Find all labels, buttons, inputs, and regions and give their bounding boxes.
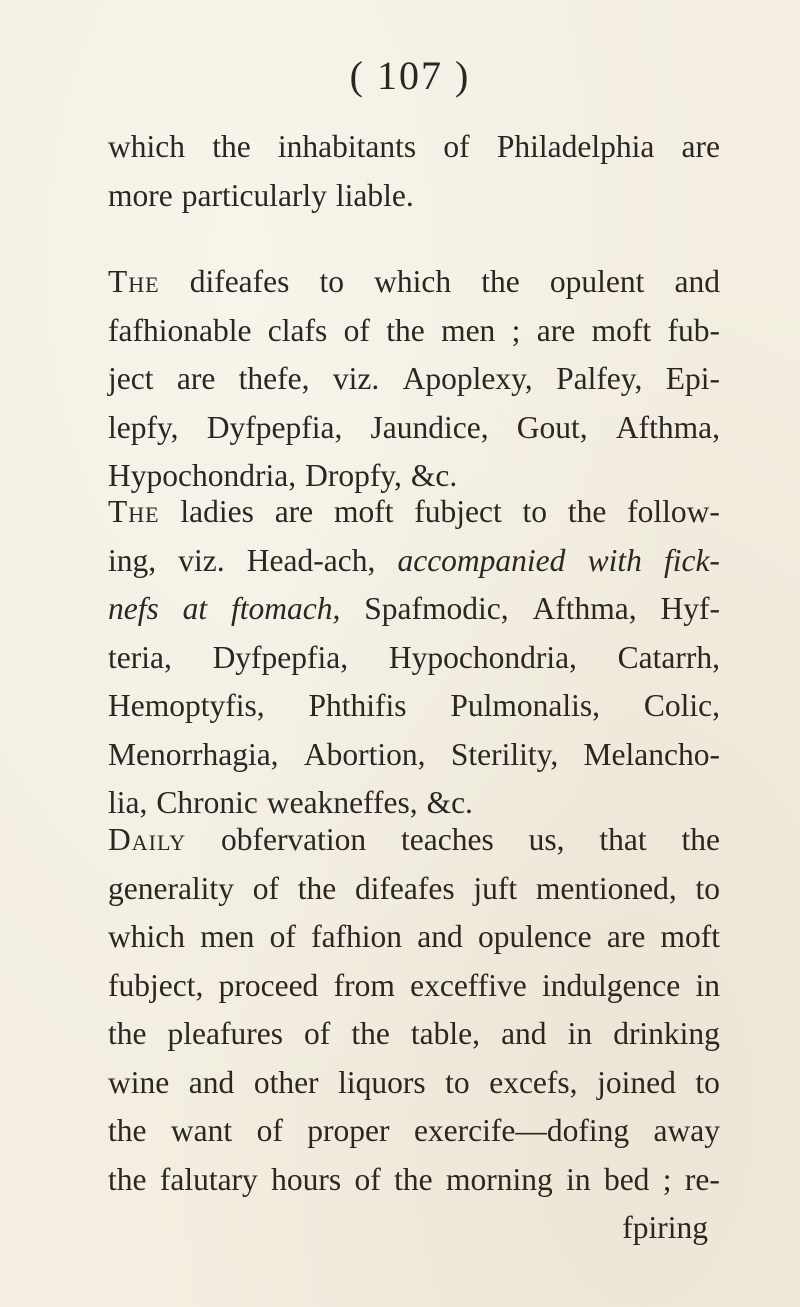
- text-line: [108, 355, 720, 404]
- text-line: [108, 258, 720, 307]
- word: and: [674, 264, 720, 299]
- word: clafs: [267, 312, 328, 348]
- word: inhabitants: [277, 129, 417, 164]
- italic-word: nefs: [108, 591, 159, 626]
- text-line: [108, 488, 720, 537]
- word: the: [481, 264, 520, 299]
- word: hours: [271, 1161, 342, 1197]
- paragraph-lead-word: Daily: [108, 822, 187, 857]
- word: other: [253, 1064, 319, 1100]
- text-line: [108, 913, 720, 962]
- word: lia,: [108, 785, 148, 820]
- word: us,: [528, 822, 565, 857]
- word: Spafmodic,: [364, 591, 509, 626]
- word: the: [681, 822, 720, 857]
- word: re-: [684, 1161, 720, 1197]
- word: fubject,: [108, 967, 204, 1003]
- word: indulgence: [541, 967, 681, 1003]
- word: which: [374, 264, 452, 299]
- word: the: [108, 1161, 147, 1197]
- word: Hypochondria,: [388, 639, 577, 675]
- word: the: [108, 1113, 147, 1148]
- word: Palfey,: [556, 361, 643, 396]
- text-line: [108, 1010, 720, 1059]
- word: excefs,: [489, 1064, 578, 1100]
- word: of: [354, 1161, 381, 1197]
- word: fub-: [667, 312, 720, 348]
- word: Dyfpepfia,: [206, 409, 343, 445]
- word: obfervation: [220, 822, 367, 857]
- word: generality: [108, 870, 234, 906]
- word: ;: [662, 1161, 672, 1197]
- italic-word: ftomach,: [231, 591, 341, 626]
- text-line: [108, 1107, 720, 1156]
- word: in: [566, 1161, 591, 1197]
- paragraph-lead-word: The: [108, 494, 160, 529]
- word: of: [443, 129, 470, 164]
- italic-word: with: [587, 542, 642, 578]
- word: bed: [603, 1161, 650, 1197]
- word: opulence: [477, 919, 592, 954]
- word: Hypochondria,: [108, 458, 297, 493]
- word: the: [394, 1161, 433, 1197]
- word: thefe,: [238, 361, 310, 396]
- page-number: ( 107 ): [349, 53, 471, 98]
- word: Philadelphia: [496, 129, 655, 164]
- text-line: [108, 1156, 720, 1205]
- word: Apoplexy,: [402, 361, 533, 396]
- word: Abortion,: [303, 736, 426, 772]
- word: to: [522, 494, 548, 529]
- word: juft: [473, 870, 518, 906]
- word: moft: [660, 919, 720, 954]
- word: of: [304, 1016, 331, 1051]
- word: the: [351, 1016, 390, 1051]
- word: particularly: [181, 177, 327, 213]
- word: table,: [410, 1016, 480, 1051]
- word: mentioned,: [535, 870, 677, 906]
- word: Afthma,: [615, 409, 720, 445]
- word: Pulmonalis,: [450, 688, 600, 723]
- paragraph-2: [108, 258, 720, 501]
- word: fafhion: [311, 919, 403, 954]
- word: exceffive: [410, 967, 527, 1003]
- text-line: [108, 172, 720, 221]
- word: of: [256, 1113, 283, 1148]
- word: the: [212, 129, 251, 164]
- word: are: [606, 919, 646, 954]
- word: teaches: [401, 822, 494, 857]
- word: Phthifis: [308, 688, 407, 723]
- italic-word: accompanied: [397, 542, 566, 578]
- word: which: [108, 129, 185, 164]
- text-line: [108, 731, 720, 780]
- word: away: [653, 1113, 720, 1148]
- word: viz.: [332, 361, 380, 396]
- word: Dyfpepfia,: [212, 639, 349, 675]
- text-line: [108, 585, 720, 634]
- word: Afthma,: [532, 591, 637, 626]
- paragraph-1: [108, 123, 720, 220]
- word: are: [176, 361, 216, 396]
- word: teria,: [108, 639, 172, 675]
- text-line: [108, 865, 720, 914]
- word: wine: [108, 1064, 170, 1100]
- word: liable.: [335, 177, 414, 213]
- word: drinking: [613, 1016, 720, 1051]
- word: and: [417, 919, 463, 954]
- word: moft: [591, 312, 652, 348]
- word: viz.: [178, 542, 225, 578]
- word: follow-: [627, 494, 720, 529]
- word: lepfy,: [108, 409, 179, 445]
- word: in: [567, 1016, 593, 1051]
- word: to: [445, 1064, 470, 1100]
- word: morning: [445, 1161, 553, 1197]
- word: proper: [307, 1113, 390, 1148]
- paragraph-4: [108, 816, 720, 1253]
- catchword-line: [108, 1204, 720, 1253]
- word: that: [599, 822, 647, 857]
- word: from: [333, 967, 395, 1003]
- text-line: [108, 123, 720, 172]
- word: Chronic: [156, 785, 258, 820]
- word: in: [695, 967, 720, 1003]
- word: Menorrhagia,: [108, 736, 279, 772]
- word: falutary: [159, 1161, 258, 1197]
- text-line: [108, 962, 720, 1011]
- text-line: [108, 682, 720, 731]
- word: and: [188, 1064, 235, 1100]
- word: opulent: [549, 264, 645, 299]
- word: of: [343, 312, 370, 348]
- word: men: [200, 919, 255, 954]
- word: pleafures: [167, 1016, 283, 1051]
- word: difeafes: [189, 264, 290, 299]
- word: and: [501, 1016, 547, 1051]
- word: Head-ach,: [246, 542, 376, 578]
- word: difeafes: [354, 870, 455, 906]
- text-line: [108, 307, 720, 356]
- word: the: [108, 1016, 147, 1051]
- word: ladies: [180, 494, 254, 529]
- catchword: fpiring: [622, 1210, 708, 1245]
- word: weakneffes,: [266, 785, 418, 820]
- word: Hyf-: [660, 591, 720, 626]
- word: joined: [597, 1064, 676, 1100]
- word: ject: [108, 361, 154, 396]
- word: fubject: [414, 494, 502, 529]
- paragraph-lead-word: The: [108, 264, 160, 299]
- word: which: [108, 919, 185, 954]
- word: more: [108, 177, 173, 213]
- word: moft: [333, 494, 394, 529]
- word: to: [695, 1064, 720, 1100]
- word: to: [319, 264, 345, 299]
- italic-word: fick-: [663, 542, 720, 578]
- word: Epi-: [665, 361, 720, 396]
- word: Hemoptyfis,: [108, 688, 265, 723]
- word: to: [695, 870, 720, 906]
- word: exercife—dofing: [413, 1113, 630, 1148]
- italic-word: at: [182, 591, 208, 626]
- word: the: [297, 870, 337, 906]
- word: &c.: [410, 458, 458, 493]
- word: of: [269, 919, 296, 954]
- word: the: [386, 312, 425, 348]
- word: of: [252, 870, 279, 906]
- word: the: [567, 494, 607, 529]
- paragraph-3: [108, 488, 720, 828]
- word: are: [274, 494, 314, 529]
- word: ing,: [108, 542, 157, 578]
- word: Melancho-: [583, 736, 720, 772]
- word: ;: [511, 312, 521, 348]
- word: fafhionable: [108, 312, 252, 348]
- text-line: [108, 1059, 720, 1108]
- text-line: [108, 634, 720, 683]
- word: Jaundice,: [370, 409, 489, 445]
- word: Catarrh,: [617, 639, 720, 675]
- word: Gout,: [516, 409, 588, 445]
- word: &c.: [426, 785, 473, 820]
- word: proceed: [218, 967, 319, 1003]
- word: Sterility,: [450, 736, 559, 772]
- word: are: [536, 312, 576, 348]
- text-line: [108, 404, 720, 453]
- word: are: [681, 129, 720, 164]
- text-line: [108, 816, 720, 865]
- word: Colic,: [643, 688, 720, 723]
- word: want: [170, 1113, 233, 1148]
- word: men: [441, 312, 496, 348]
- word: liquors: [338, 1064, 426, 1100]
- word: Dropfy,: [305, 458, 402, 493]
- text-line: [108, 537, 720, 586]
